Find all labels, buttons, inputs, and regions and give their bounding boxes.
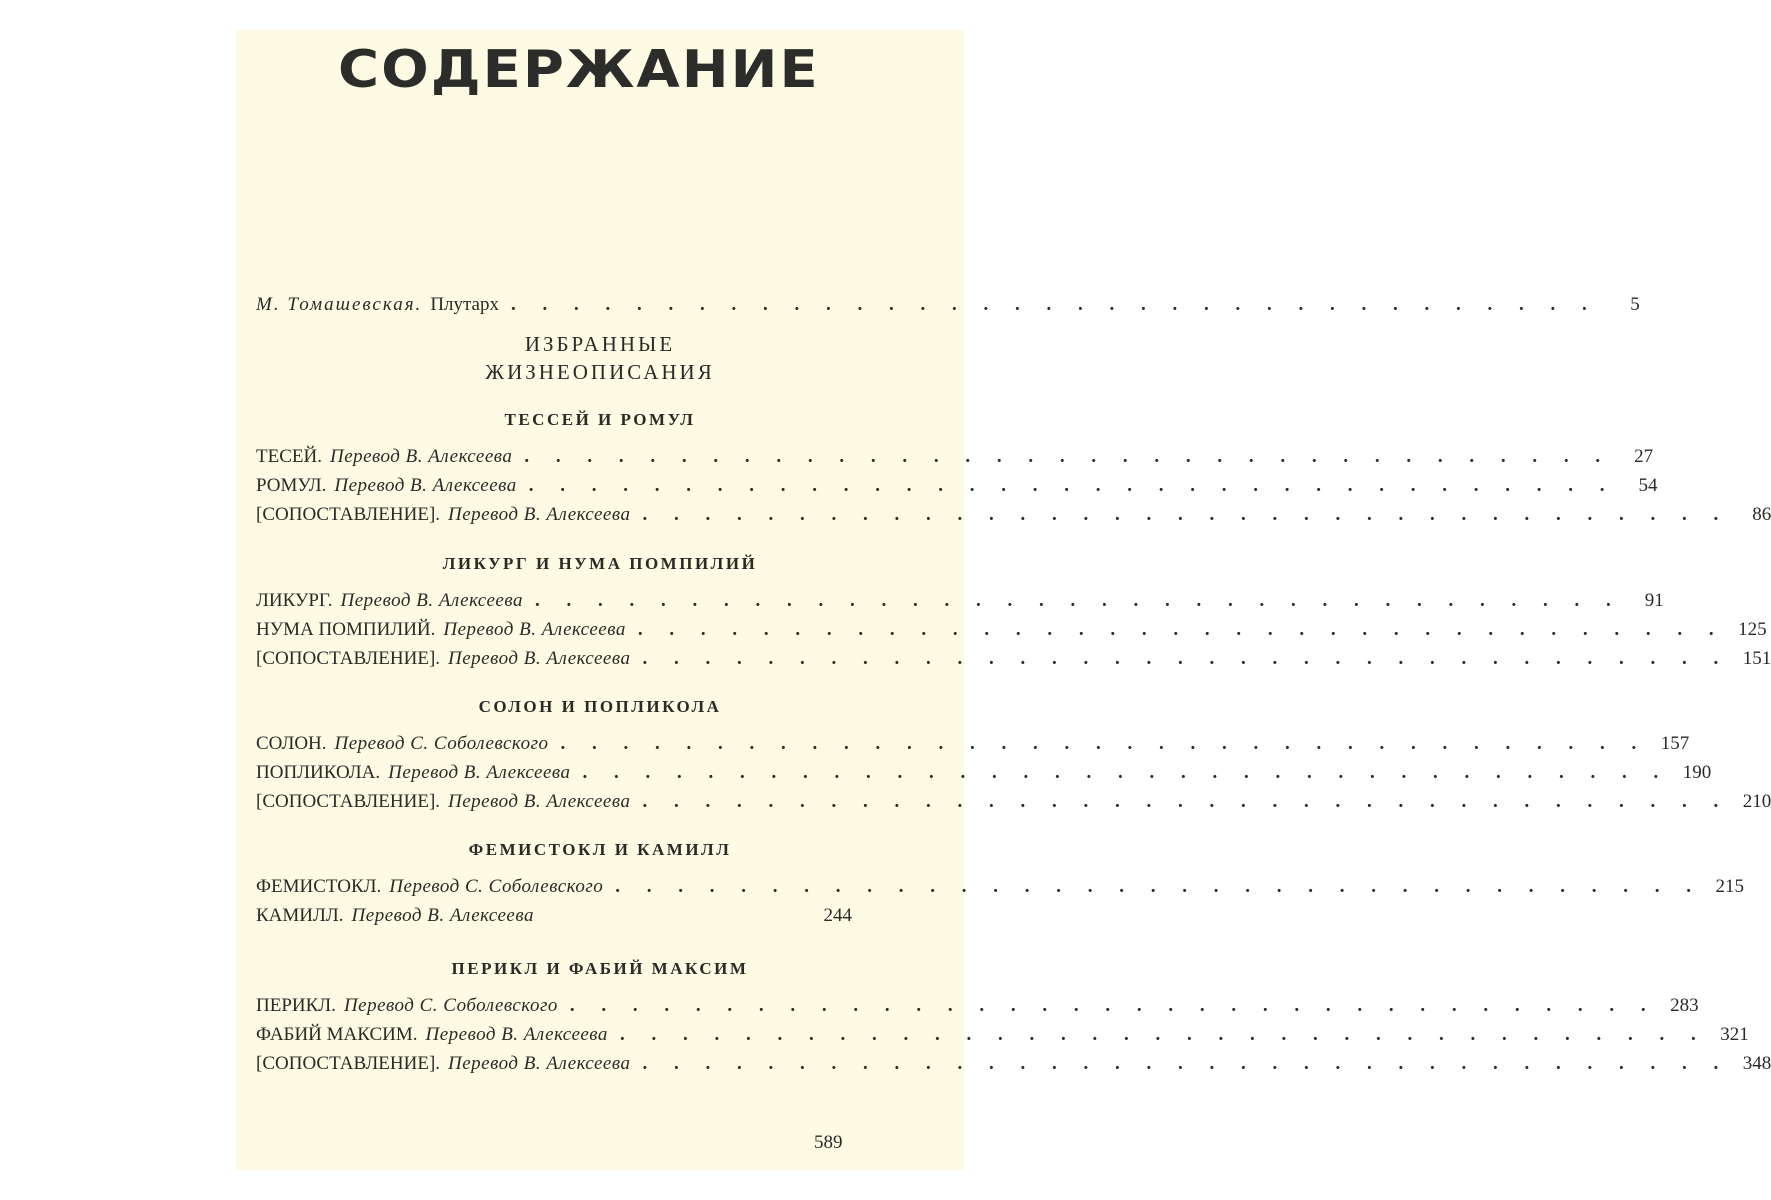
toc-entry: [256, 762, 1712, 788]
toc-entry-page: 151: [1742, 648, 1771, 669]
toc-entry-page: 5: [1630, 294, 1640, 315]
toc-entry-page: 27: [1634, 446, 1654, 467]
toc-entry: [256, 791, 1771, 817]
toc-entry-page: 215: [1715, 876, 1744, 897]
toc-entry-name: ФАБИЙ МАКСИМ.: [256, 1024, 418, 1045]
section-heading: ТЕССЕЙ И РОМУЛ: [504, 410, 696, 429]
toc-entry-page: 283: [1670, 995, 1699, 1016]
book-page: [236, 30, 1771, 1170]
toc-entry: [256, 1024, 1749, 1050]
toc-entry-name: [СОПОСТАВЛЕНИЕ].: [256, 1053, 441, 1074]
page-number: 589: [814, 1132, 843, 1153]
toc-leader-dots: . . . . . . . . . . . . . . . . . . . . . . . . . . . . . . . . . . .: [642, 504, 1730, 525]
toc-entry-page: 125: [1738, 619, 1767, 640]
toc-entry: [256, 905, 852, 931]
toc-entry-intro: [256, 294, 1640, 320]
section-heading: ПЕРИКЛ И ФАБИЙ МАКСИМ: [451, 959, 749, 978]
toc-entry-name: [СОПОСТАВЛЕНИЕ].: [256, 504, 441, 525]
toc-leader-dots: . . . . . . . . . . . . . . . . . . . . . . . . . . . . . . . . . . .: [642, 648, 1730, 669]
toc-leader-dots: . . . . . . . . . . . . . . . . . . . . . . . . . . . . . . . . . . .: [510, 294, 1598, 315]
toc-entry: [256, 733, 1690, 759]
toc-entry: [256, 1053, 1771, 1079]
toc-leader-dots: . . . . . . . . . . . . . . . . . . . . . . . . . . . . . . . . . . .: [534, 590, 1622, 611]
toc-entry-name: [СОПОСТАВЛЕНИЕ].: [256, 791, 441, 812]
toc-entry: [256, 619, 1767, 645]
toc-entry: [256, 590, 1664, 616]
toc-entry-translation: Перевод В. Алексеева: [388, 762, 571, 783]
toc-entry-translation: Перевод В. Алексеева: [448, 1053, 631, 1074]
toc-entry-title: Плутарх: [430, 294, 499, 315]
toc-entry: [256, 876, 1744, 902]
toc-entry-page: 348: [1742, 1053, 1771, 1074]
toc-entry-translation: Перевод В. Алексеева: [425, 1024, 608, 1045]
toc-entry-translation: Перевод В. Алексеева: [443, 619, 626, 640]
toc-entry-name: ПЕРИКЛ.: [256, 995, 336, 1016]
toc-entry: [256, 475, 1658, 501]
toc-entry-translation: Перевод В. Алексеева: [329, 446, 513, 467]
toc-leader-dots: . . . . . . . . . . . . . . . . . . . . . . . . . . . . . . . . . . .: [569, 995, 1657, 1016]
part-title-line-2: ЖИЗНЕОПИСАНИЯ: [485, 360, 715, 384]
toc-leader-dots: . . . . . . . . . . . . . . . . . . . . . . . . . . . . . . . . . . .: [582, 762, 1670, 783]
toc-entry-translation: Перевод С. Соболевского: [334, 733, 549, 754]
toc-entry-translation: Перевод В. Алексеева: [448, 504, 631, 525]
toc-entry: [256, 995, 1699, 1021]
toc-entry-name: ТЕСЕЙ.: [256, 446, 322, 467]
toc-entry-name: [СОПОСТАВЛЕНИЕ].: [256, 648, 441, 669]
toc-entry: [256, 446, 1654, 472]
section-heading: СОЛОН И ПОПЛИКОЛА: [478, 697, 722, 716]
toc-entry-translation: Перевод В. Алексеева: [340, 590, 523, 611]
toc-entry-page: 91: [1644, 590, 1664, 611]
toc-entry-translation: Перевод В. Алексеева: [448, 791, 631, 812]
toc-entry: [256, 648, 1771, 674]
part-title-line-1: ИЗБРАННЫЕ: [524, 332, 676, 356]
toc-entry-author: М. Томашевская.: [256, 294, 423, 315]
toc-entry-translation: Перевод В. Алексеева: [334, 475, 517, 496]
toc-entry-page: 321: [1720, 1024, 1749, 1045]
section-heading: ЛИКУРГ И НУМА ПОМПИЛИЙ: [442, 554, 758, 573]
toc-entry-name: ФЕМИСТОКЛ.: [256, 876, 382, 897]
part-title: [236, 330, 964, 386]
toc-entry-page: 157: [1660, 733, 1690, 754]
toc-entry-name: РОМУЛ.: [256, 475, 327, 496]
toc-entry-page: 210: [1742, 791, 1771, 812]
toc-entry-page: 190: [1682, 762, 1712, 783]
toc-leader-dots: . . . . . . . . . . . . . . . . . . . . . . . . . . . . . . . . . . .: [619, 1024, 1707, 1045]
toc-entry-translation: Перевод В. Алексеева: [351, 905, 534, 926]
toc-entry-page: 54: [1638, 475, 1658, 496]
toc-entry: [256, 504, 1771, 530]
toc-leader-dots: . . . . . . . . . . . . . . . . . . . . . . . . . . . . . . . . . . .: [642, 1053, 1730, 1074]
toc-entry-name: КАМИЛЛ.: [256, 905, 344, 926]
toc-entry-page: 244: [823, 905, 852, 926]
toc-leader-dots: . . . . . . . . . . . . . . . . . . . . . . . . . . . . . . . . . . .: [528, 475, 1616, 496]
toc-leader-dots: . . . . . . . . . . . . . . . . . . . . . . . . . . . . . . . . . . .: [642, 791, 1730, 812]
toc-entry-translation: Перевод С. Соболевского: [389, 876, 604, 897]
section-heading: ФЕМИСТОКЛ И КАМИЛЛ: [468, 840, 732, 859]
page-title: СОДЕРЖАНИЕ: [338, 40, 820, 100]
toc-leader-dots: . . . . . . . . . . . . . . . . . . . . . . . . . . . . . . . . . . .: [524, 446, 1612, 467]
toc-leader-dots: . . . . . . . . . . . . . . . . . . . . . . . . . . . . . . . . . . .: [615, 876, 1702, 897]
toc-entry-translation: Перевод В. Алексеева: [448, 648, 631, 669]
toc-entry-page: 86: [1752, 504, 1771, 525]
toc-entry-name: НУМА ПОМПИЛИЙ.: [256, 619, 436, 640]
toc-entry-name: ПОПЛИКОЛА.: [256, 762, 381, 783]
toc-leader-dots: . . . . . . . . . . . . . . . . . . . . . . . . . . . . . . . . . . .: [637, 619, 1725, 640]
toc-entry-name: СОЛОН.: [256, 733, 327, 754]
toc-leader-dots: . . . . . . . . . . . . . . . . . . . . . . . . . . . . . . . . . . .: [560, 733, 1648, 754]
toc-entry-translation: Перевод С. Соболевского: [343, 995, 558, 1016]
toc-entry-name: ЛИКУРГ.: [256, 590, 333, 611]
